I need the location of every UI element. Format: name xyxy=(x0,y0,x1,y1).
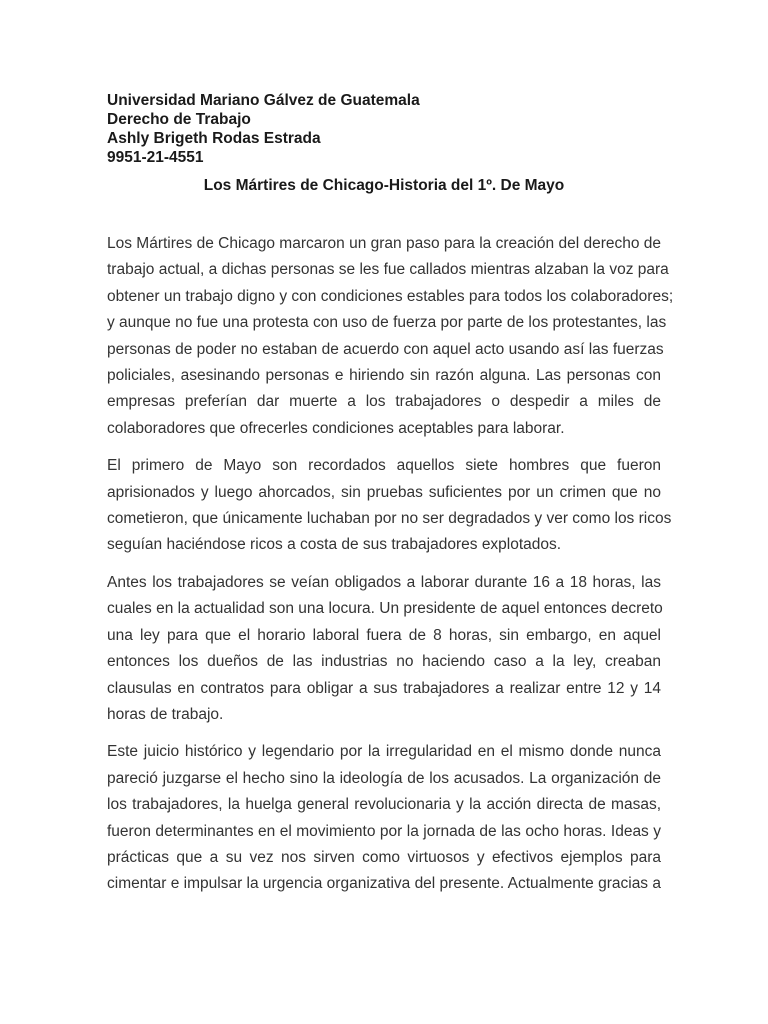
paragraph-line: Antes los trabajadores se veían obligados a laborar durante 16 a 18 horas, las xyxy=(107,573,661,591)
paragraph-line: y aunque no fue una protesta con uso de fuerza por parte de los protestantes, las xyxy=(107,314,667,332)
document-title: Los Mártires de Chicago-Historia del 1º. De Mayo xyxy=(203,177,565,194)
course-name: Derecho de Trabajo xyxy=(107,111,251,128)
paragraph xyxy=(107,453,672,559)
paragraph-line: cometieron, que únicamente luchaban por no ser degradados y ver como los ricos xyxy=(107,510,672,528)
paragraph-line: entonces los dueños de las industrias no haciendo caso a la ley, creaban xyxy=(107,653,661,671)
paragraph-line: policiales, asesinando personas e hiriendo sin razón alguna. Las personas con xyxy=(107,367,661,385)
paragraph-line: cuales en la actualidad son una locura. Un presidente de aquel entonces decreto xyxy=(107,600,663,618)
paragraph-line: clausulas en contratos para obligar a sus trabajadores a realizar entre 12 y 14 xyxy=(107,679,661,697)
paragraph-line: prácticas que a su vez nos sirven como virtuosos y efectivos ejemplos para xyxy=(107,848,661,866)
paragraph-line: colaboradores que ofrecerles condiciones aceptables para laborar. xyxy=(107,419,565,437)
paragraph-line: El primero de Mayo son recordados aquellos siete hombres que fueron xyxy=(107,457,661,475)
paragraph-line: seguían haciéndose ricos a costa de sus trabajadores explotados. xyxy=(107,536,562,554)
paragraph-line: una ley para que el horario laboral fuera de 8 horas, sin embargo, en aquel xyxy=(107,626,661,644)
paragraph-line: cimentar e impulsar la urgencia organizativa del presente. Actualmente gracias a xyxy=(107,875,661,893)
paragraph-line: trabajo actual, a dichas personas se les fue callados mientras alzaban la voz para xyxy=(107,261,669,279)
student-id: 9951-21-4551 xyxy=(107,149,204,166)
paragraph-line: fueron determinantes en el movimiento por la jornada de las ocho horas. Ideas y xyxy=(107,822,661,840)
paragraph-line: Los Mártires de Chicago marcaron un gran paso para la creación del derecho de xyxy=(107,235,662,252)
paragraph-line: Este juicio histórico y legendario por la irregularidad en el mismo donde nunca xyxy=(107,743,661,761)
paragraph-line: los trabajadores, la huelga general revolucionaria y la acción directa de masas, xyxy=(107,796,661,814)
paragraph-line: personas de poder no estaban de acuerdo con aquel acto usando así las fuerzas xyxy=(107,340,664,358)
paragraph xyxy=(107,231,674,442)
paragraph xyxy=(107,739,661,897)
university-name: Universidad Mariano Gálvez de Guatemala xyxy=(107,92,420,109)
author-name: Ashly Brigeth Rodas Estrada xyxy=(107,130,321,147)
paragraph-line: empresas preferían dar muerte a los trabajadores o despedir a miles de xyxy=(107,393,661,411)
document-header xyxy=(107,91,420,167)
paragraph xyxy=(107,570,661,728)
paragraph-line: aprisionados y luego ahorcados, sin pruebas suficientes por un crimen que no xyxy=(107,483,661,501)
document-body xyxy=(107,231,674,909)
paragraph-line: horas de trabajo. xyxy=(107,705,224,723)
paragraph-line: pareció juzgarse el hecho sino la ideología de los acusados. La organización de xyxy=(107,769,661,787)
paragraph-line: obtener un trabajo digno y con condiciones estables para todos los colaboradores; xyxy=(107,287,674,305)
